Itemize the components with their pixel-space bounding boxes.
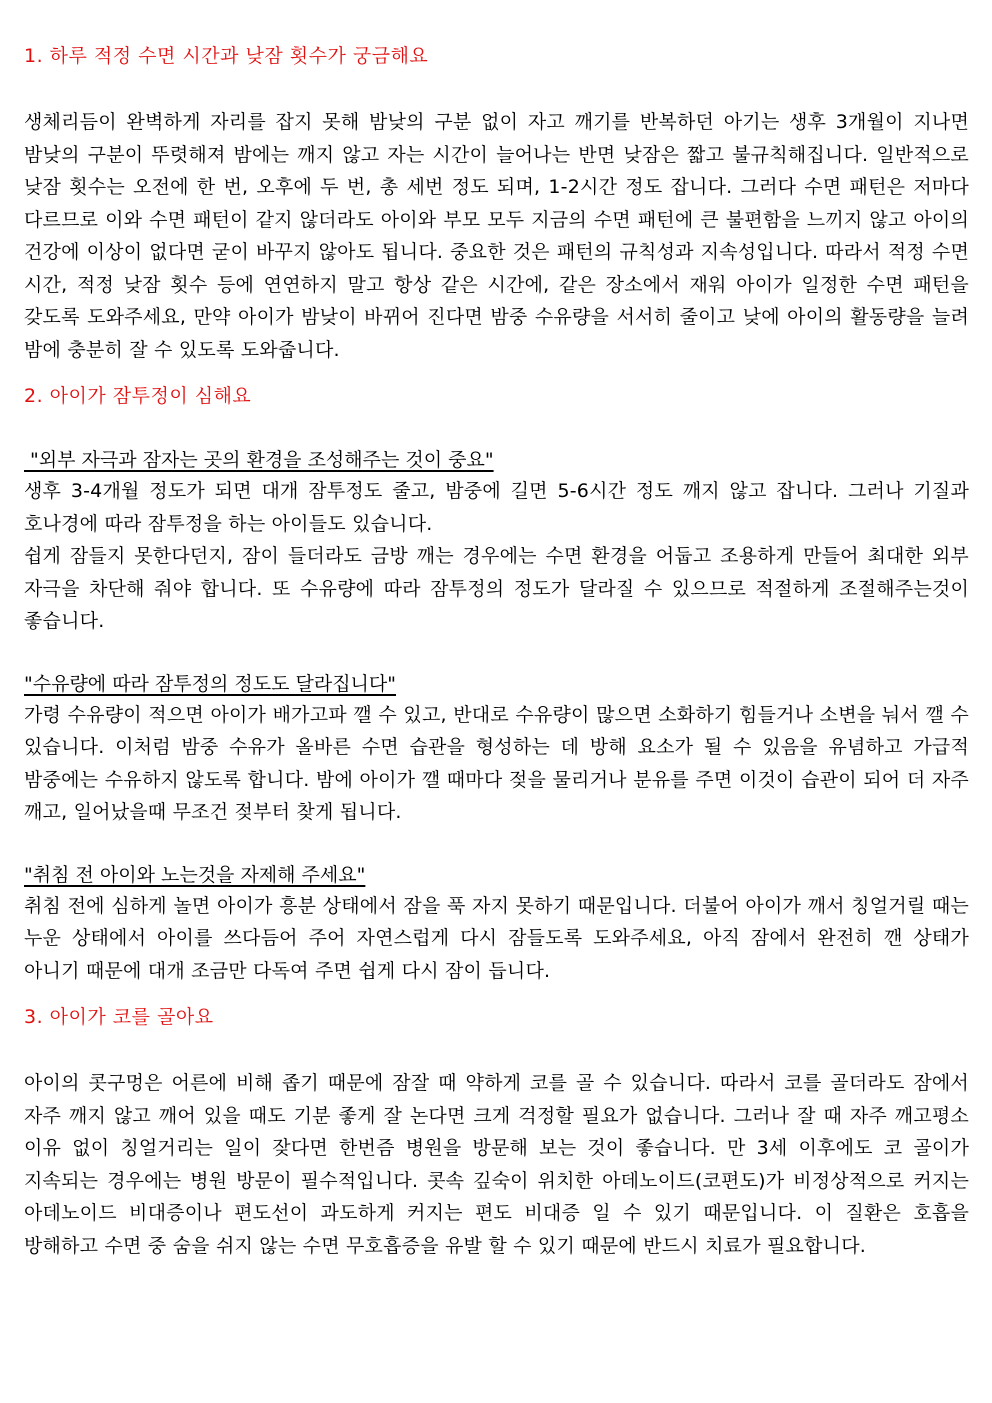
body-paragraph: 취침 전에 심하게 놀면 아이가 흥분 상태에서 잠을 푹 자지 못하기 때문입니다. 더불어 아이가 깨서 칭얼거릴 때는 누운 상태에서 아이를 쓰다듬어 주어 자연스럽게 다시 잠들도록 도와주세요, 아직 잠에서 완전히 깬 상태가 아니기 때문에 대개 조금만 다독여 주면 쉽게 다시 잠이 듭니다. (24, 894, 969, 982)
spacer (24, 366, 969, 380)
spacer (24, 638, 969, 670)
subheading: "외부 자극과 잠자는 곳의 환경을 조성해주는 것이 중요" (24, 449, 494, 471)
spacer (24, 412, 969, 446)
body-paragraph: 쉽게 잠들지 못한다던지, 잠이 들더라도 금방 깨는 경우에는 수면 환경을 어둡고 조용하게 만들어 최대한 외부 자극을 차단해 줘야 합니다. 또 수유량에 따라 잠투정의 정도가 달라질 수 있으므로 적절하게 조절해주는것이 좋습니다. (24, 545, 969, 632)
section-heading: 2. 아이가 잠투정이 심해요 (24, 385, 252, 407)
subheading: "취침 전 아이와 노는것을 자제해 주세요" (24, 863, 366, 886)
body-paragraph: 생체리듬이 완벽하게 자리를 잡지 못해 밤낮의 구분 없이 자고 깨기를 반복하던 아기는 생후 3개월이 지나면 밤낮의 구분이 뚜렷해져 밤에는 깨지 않고 자는 시간이 늘어나는 반면 낮잠은 짧고 불규칙해집니다. 일반적으로 낮잠 횟수는 오전에 한 번, 오후에 두 번, 총 세번 정도 되며, 1-2시간 정도 잡니다. 그러다 수면 패턴은 저마다 다르므로 이와 수면 패턴이 같지 않더라도 아이와 부모 모두 지금의 수면 패턴에 큰 불편함을 느끼지 않고 아이의 건강에 이상이 없다면 굳이 바꾸지 않아도 됩니다. 중요한 것은 패턴의 규칙성과 지속성입니다. 따라서 적정 수면 시간, 적정 낮잠 횟수 등에 연연하지 말고 항상 같은 시간에, 같은 장소에서 재워 아이가 일정한 수면 패턴을 갖도록 도와주세요, 만약 아이가 밤낮이 바뀌어 진다면 밤중 수유량을 서서히 줄이고 낮에 아이의 활동량을 늘려 밤에 충분히 잘 수 있도록 도와줍니다. (24, 111, 969, 361)
body-paragraph: 생후 3-4개월 정도가 되면 대개 잠투정도 줄고, 밤중에 길면 5-6시간 정도 깨지 않고 잡니다. 그러나 기질과 호나경에 따라 잠투정을 하는 아이들도 있습니다. (24, 480, 969, 535)
spacer (24, 987, 969, 1001)
spacer (24, 72, 969, 106)
spacer (24, 1033, 969, 1067)
document-page (24, 40, 969, 1262)
section-heading: 1. 하루 적정 수면 시간과 낮잠 횟수가 궁금해요 (24, 45, 429, 67)
spacer (24, 829, 969, 861)
body-paragraph: 가령 수유량이 적으면 아이가 배가고파 깰 수 있고, 반대로 수유량이 많으면 소화하기 힘들거나 소변을 눠서 깰 수 있습니다. 이처럼 밤중 수유가 올바른 수면 습관을 형성하는 데 방해 요소가 될 수 있음을 유념하고 가급적 밤중에는 수유하지 않도록 합니다. 밤에 아이가 깰 때마다 젖을 물리거나 분유를 주면 이것이 습관이 되어 더 자주 깨고, 일어났을때 무조건 젖부터 찾게 됩니다. (24, 703, 969, 823)
section-sleep-duration (24, 40, 969, 366)
body-paragraph: 아이의 콧구멍은 어른에 비해 좁기 때문에 잠잘 때 약하게 코를 골 수 있습니다. 따라서 코를 골더라도 잠에서 자주 깨지 않고 깨어 있을 때도 기분 좋게 잘 논다면 크게 걱정할 필요가 없습니다. 그러나 잘 때 자주 깨고평소 이유 없이 칭얼거리는 일이 잦다면 한번즘 병원을 방문해 보는 것이 좋습니다. 만 3세 이후에도 코 골이가 지속되는 경우에는 병원 방문이 필수적입니다. 콧속 깊숙이 위치한 아데노이드(코편도)가 비정상적으로 커지는 아데노이드 비대증이나 편도선이 과도하게 커지는 편도 비대증 일 수 있기 때문입니다. 이 질환은 호흡을 방해하고 수면 중 숨을 쉬지 않는 수면 무호흡증을 유발 할 수 있기 때문에 반드시 치료가 필요합니다. (24, 1072, 969, 1257)
section-heading: 3. 아이가 코를 골아요 (24, 1006, 214, 1028)
section-snoring (24, 1001, 969, 1262)
subsection-environment (24, 446, 969, 638)
section-sleep-fussiness (24, 380, 969, 987)
subsection-bedtime-play (24, 861, 969, 988)
subheading: "수유량에 따라 잠투정의 정도도 달라집니다" (24, 672, 397, 695)
subsection-feeding-amount (24, 670, 969, 829)
